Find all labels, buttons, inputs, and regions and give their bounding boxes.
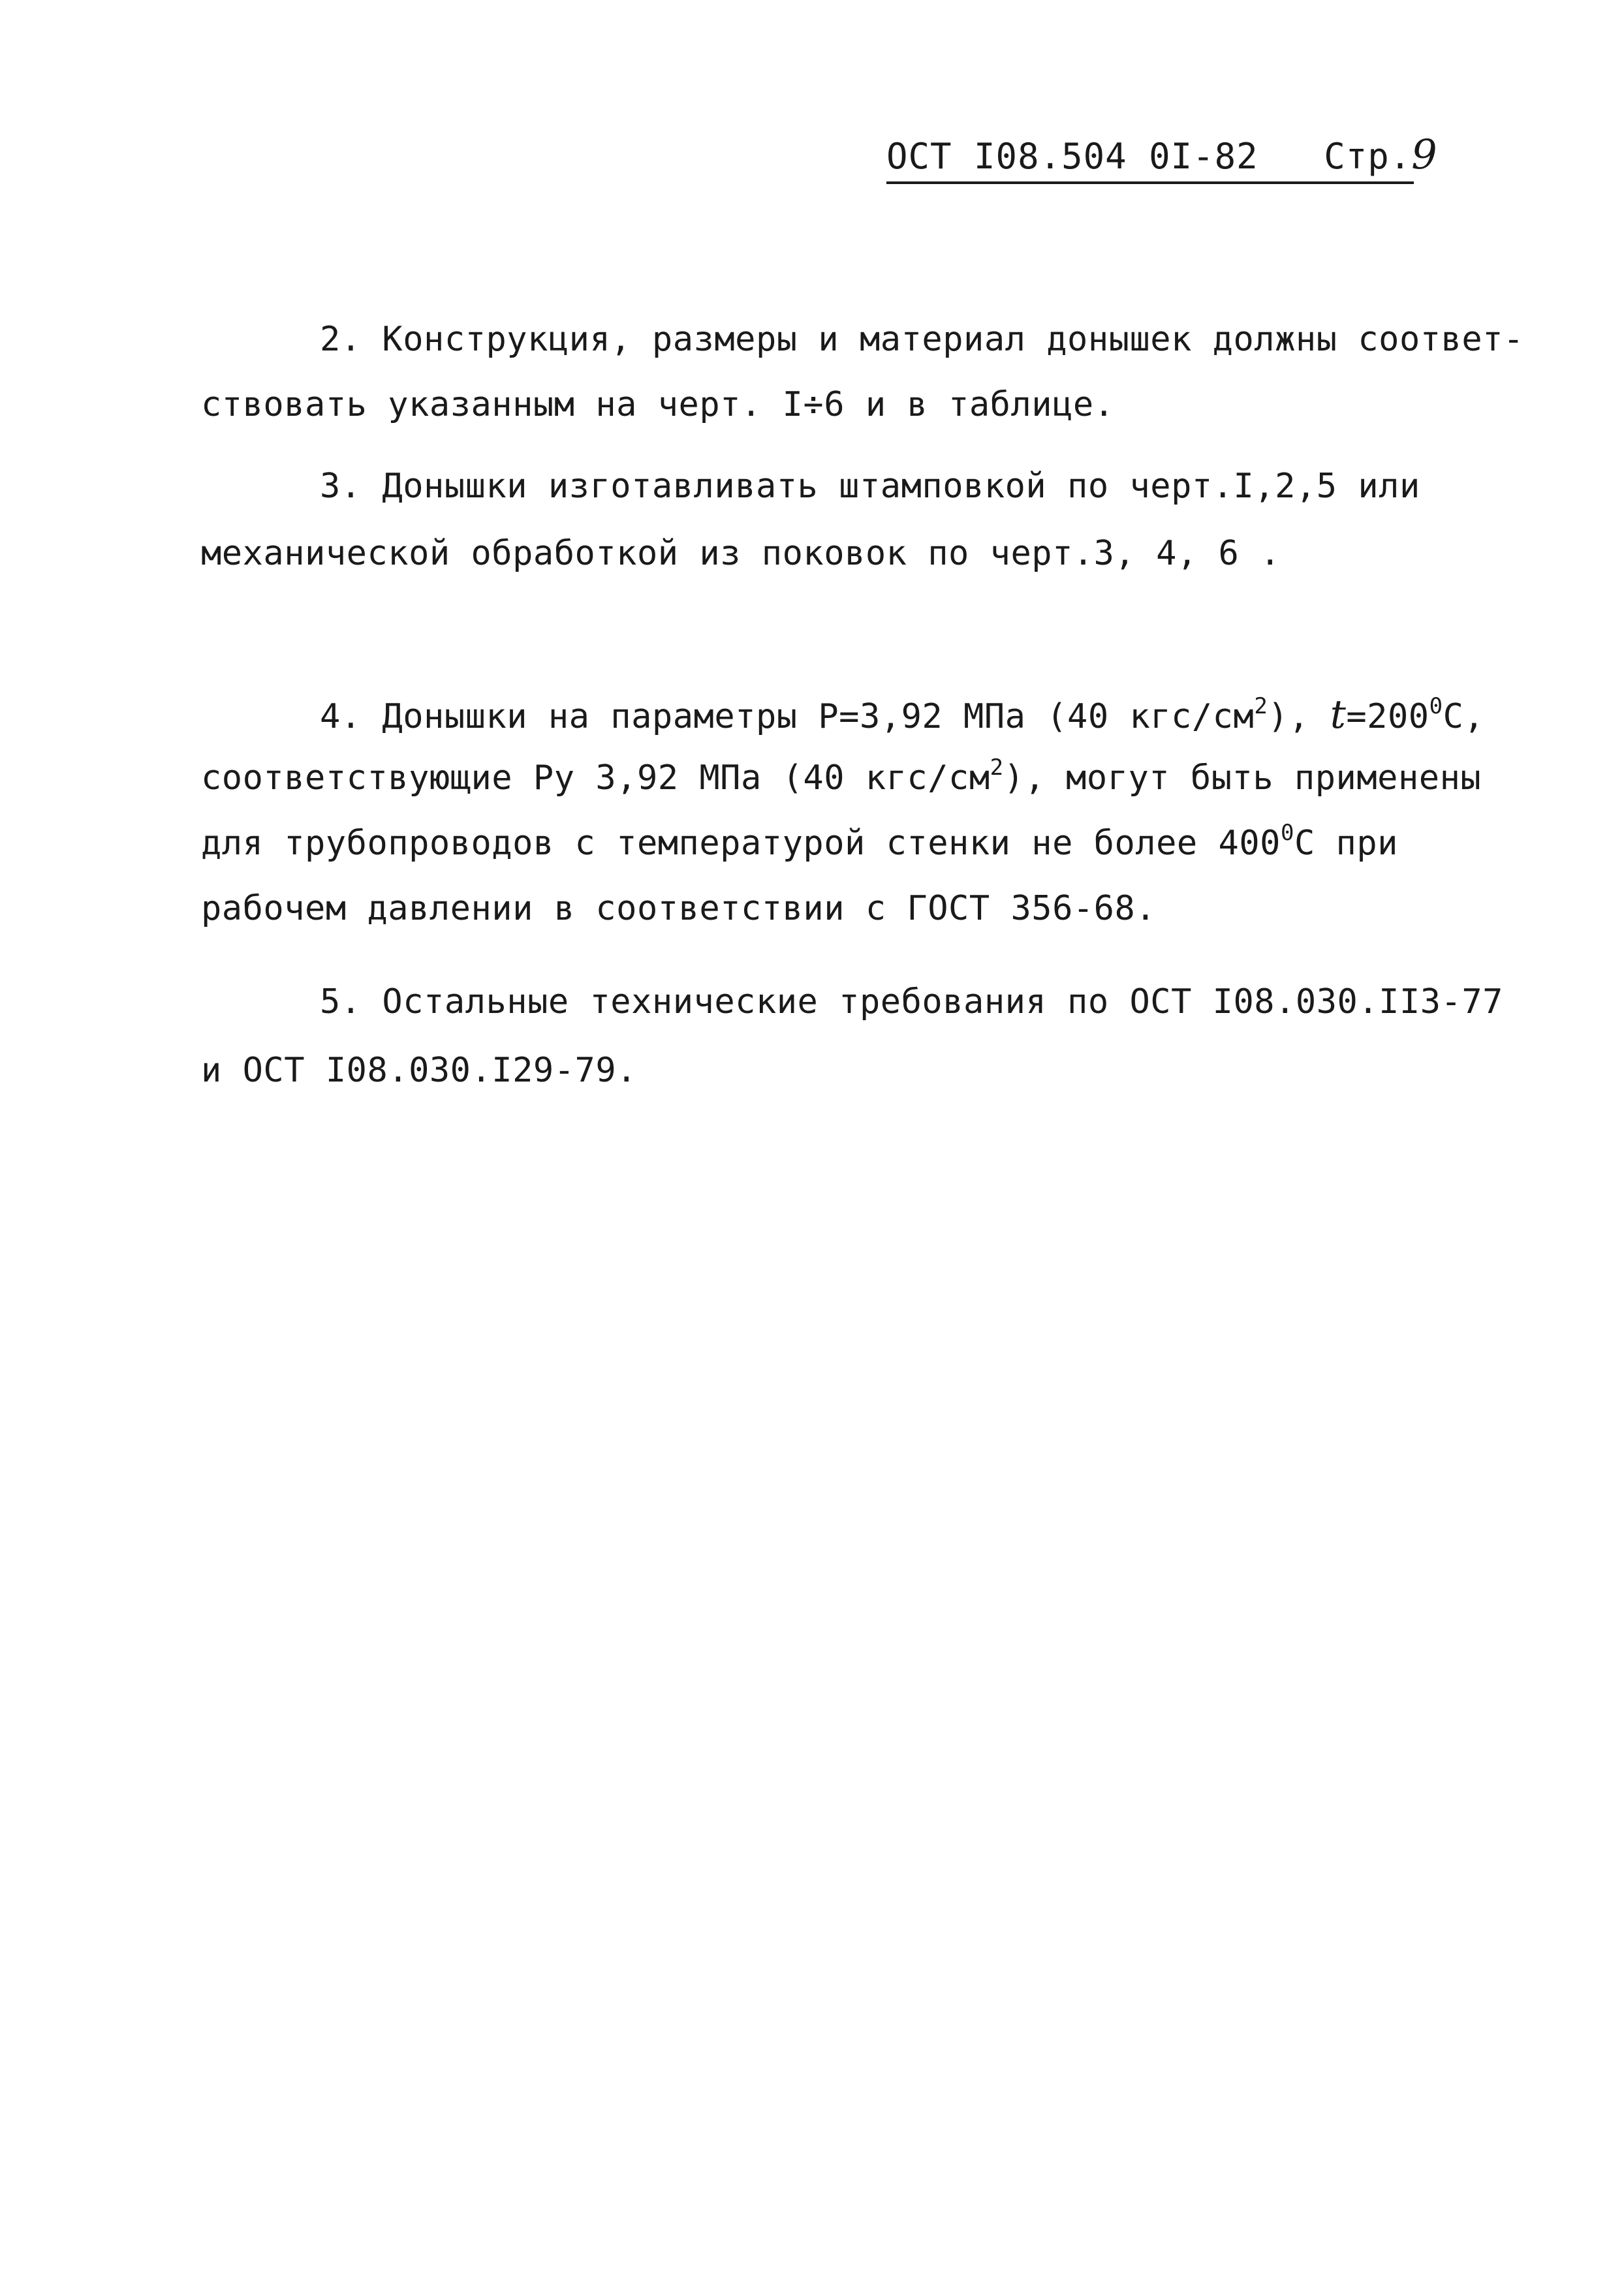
item-5-line-1: 5. Остальные технические требования по ОСТ I08.030.II3-77 <box>320 982 1503 1021</box>
page-number: 9 <box>1411 131 1438 178</box>
item-3-line-2: механической обработкой из поковок по черт.3, 4, 6 . <box>201 534 1281 573</box>
item-5-line-2: и ОСТ I08.030.I29-79. <box>201 1051 637 1090</box>
item-4-line-2: соответствующие Ру 3,92 МПа (40 кгс/$см^2$), могут быть применены <box>201 755 1482 798</box>
item-4-line-1: 4. Донышки на параметры Р=3,92 МПа (40 кгс/$см^2$), $t=200^0С$, <box>320 692 1485 738</box>
item-2-line-1: 2. Конструкция, размеры и материал донышек должны соответ- <box>320 320 1524 359</box>
header-underline <box>886 181 1414 184</box>
item-3-line-1: 3. Донышки изготавливать штамповкой по черт.I,2,5 или <box>320 467 1420 506</box>
item-2-line-2: ствовать указанным на черт. I÷6 и в таблице. <box>201 385 1115 424</box>
header-line <box>886 131 1438 178</box>
item-4-line-3: для трубопроводов с температурой стенки не более $400^0С$ при <box>201 820 1398 863</box>
document-code: ОСТ I08.504 0I-82 <box>886 136 1258 177</box>
item-4-line-4: рабочем давлении в соответствии с ГОСТ 356-68. <box>201 889 1157 928</box>
page-label: Стр. <box>1324 136 1412 177</box>
